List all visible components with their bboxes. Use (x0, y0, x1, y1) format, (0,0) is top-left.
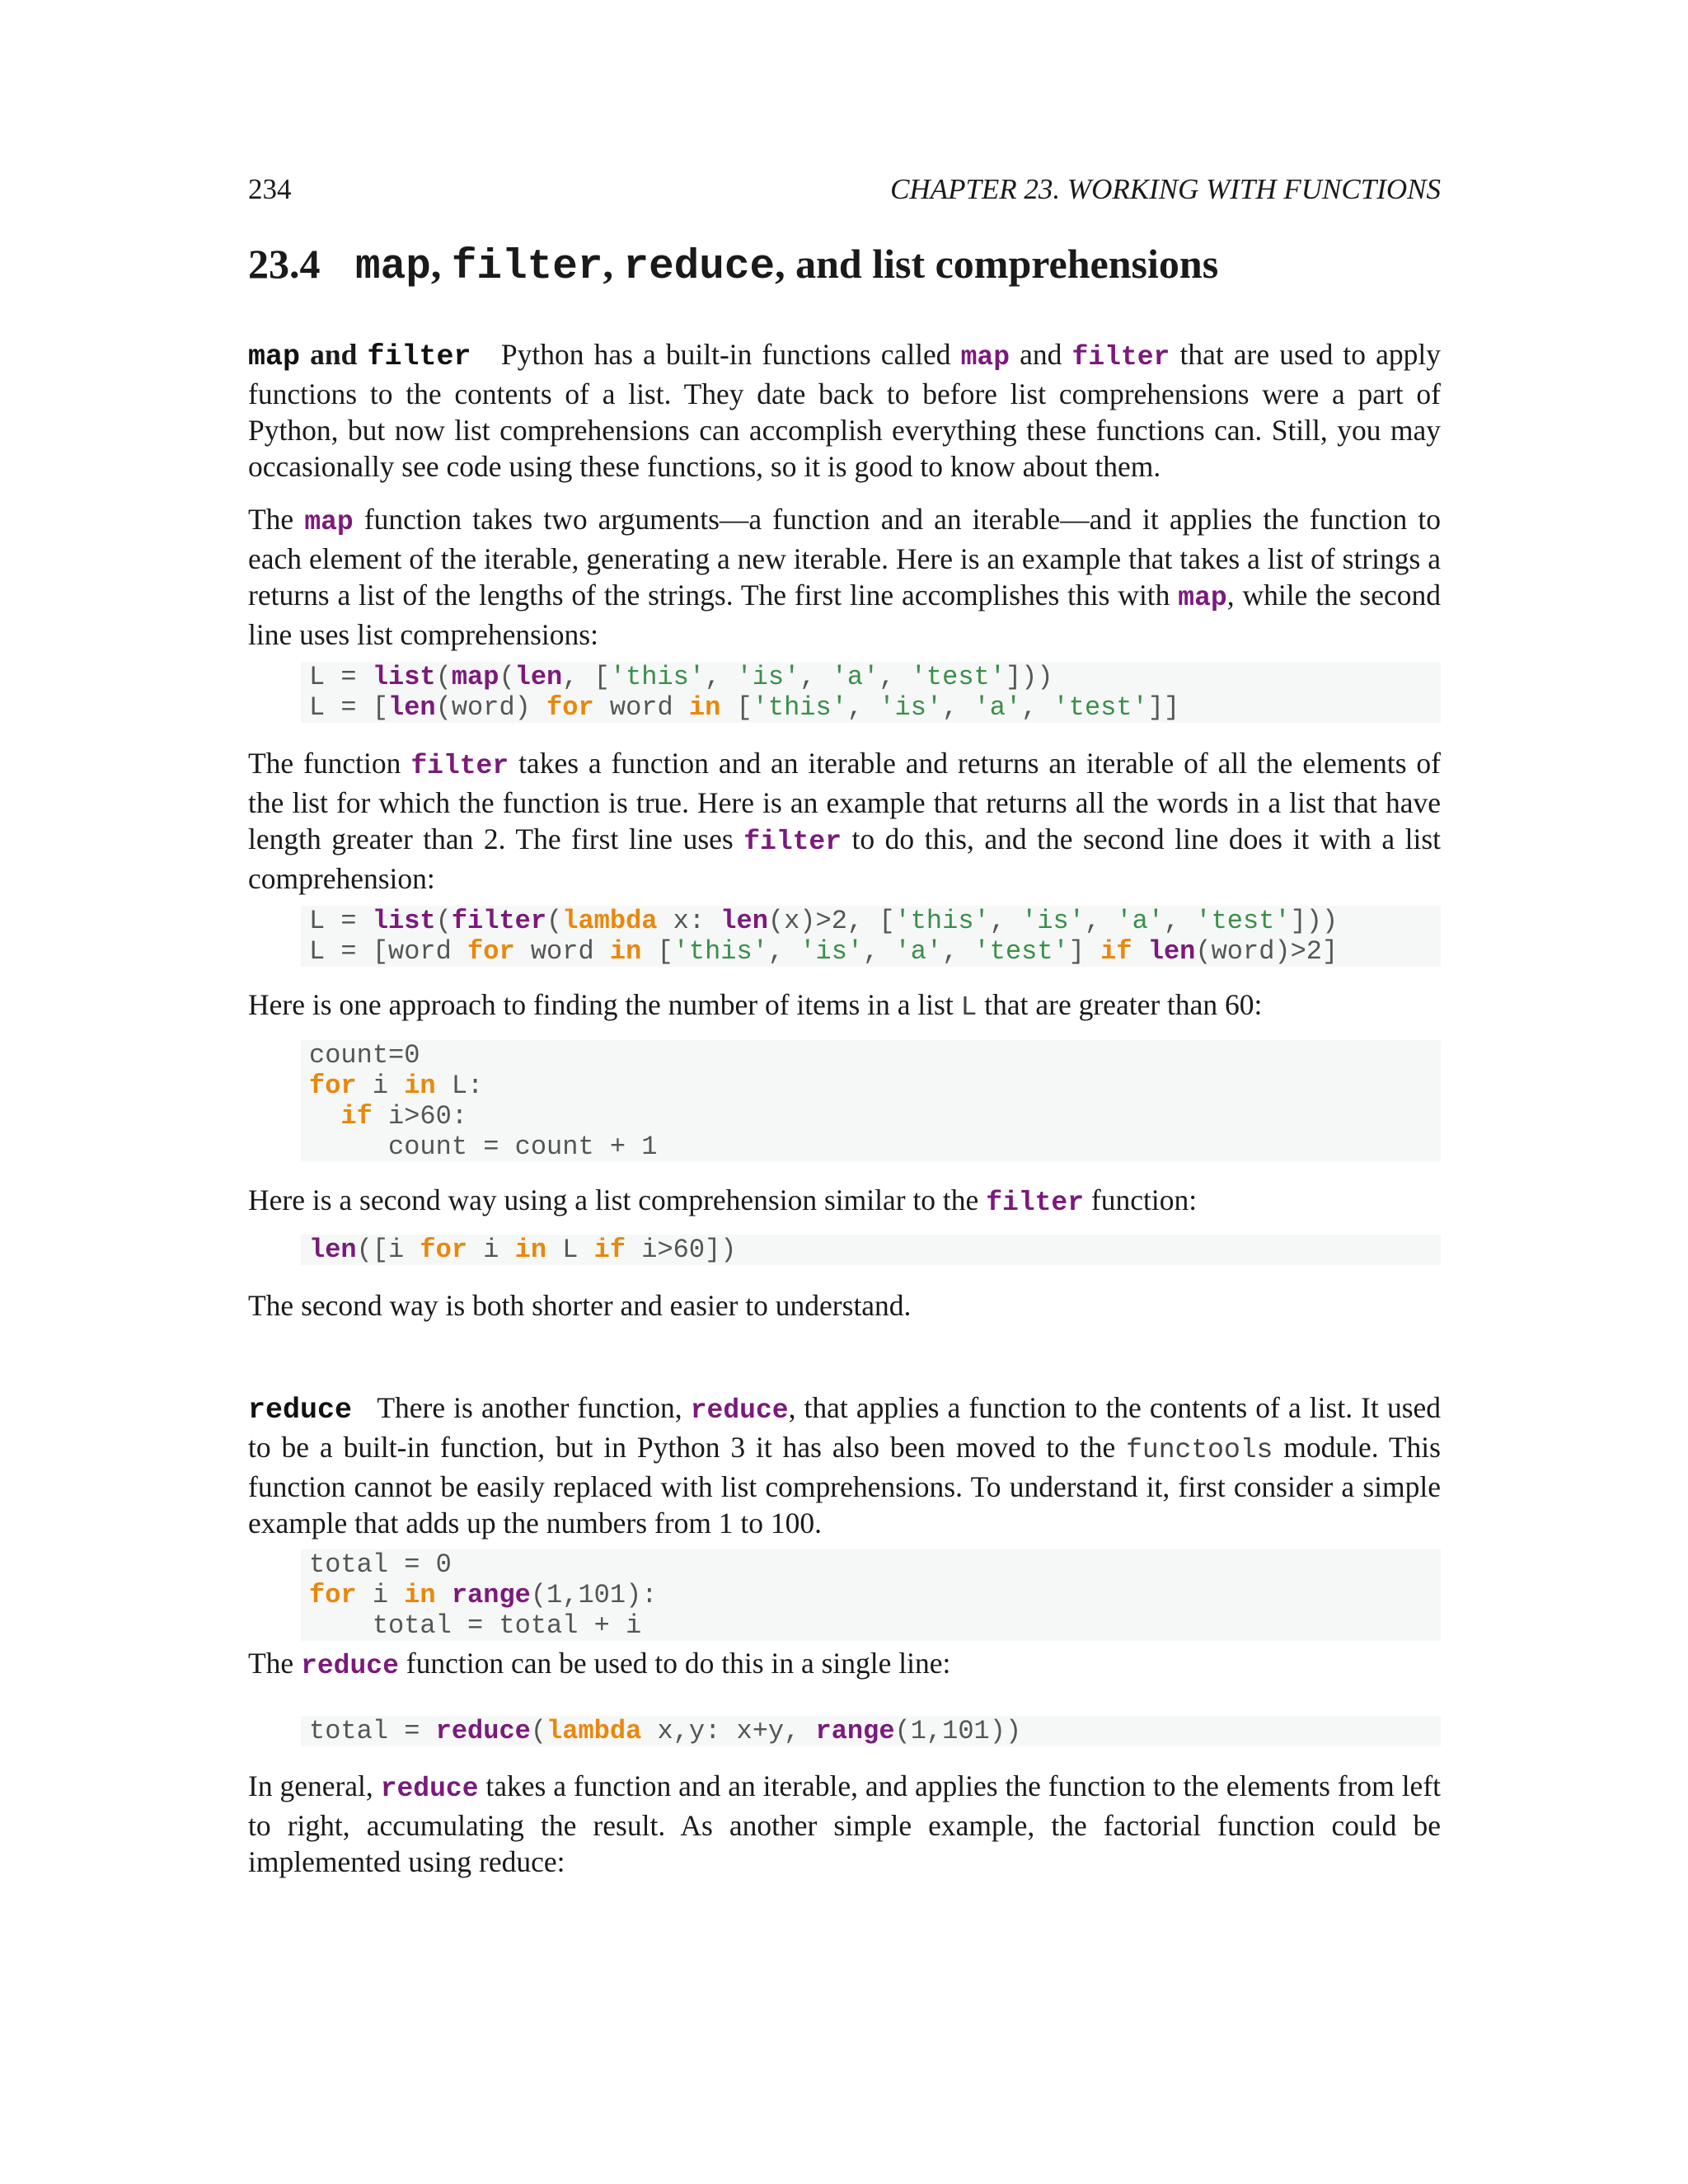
inline-keyword-filter: filter (410, 751, 509, 781)
section-title-reduce: reduce (623, 244, 776, 291)
code-text-token: ( (530, 1716, 547, 1746)
code-text-token: (x)>2, [ (767, 906, 895, 936)
paragraph-text: Here is one approach to finding the number of items in a list (248, 988, 961, 1021)
inline-keyword-reduce: reduce (301, 1651, 399, 1681)
code-text-token: L = [ (309, 692, 389, 723)
code-string-token: 'is' (879, 692, 943, 723)
code-text-token (309, 1101, 340, 1132)
code-text-token: (1,101): (530, 1580, 658, 1610)
section-title-map: map (355, 244, 431, 291)
code-function-token: filter (451, 906, 547, 936)
code-text-token: L = (309, 906, 373, 936)
inline-keyword-reduce: reduce (690, 1395, 789, 1426)
code-text-token: i (467, 1235, 515, 1265)
code-keyword-token: if (340, 1101, 373, 1132)
code-function-token: map (451, 662, 499, 692)
code-function-token: len (309, 1235, 357, 1265)
code-text-token (1132, 936, 1148, 967)
code-string-token: 'this' (609, 662, 706, 692)
inline-code-functools: functools (1126, 1435, 1273, 1465)
paragraph-text: In general, (248, 1769, 381, 1802)
code-text-token: , (846, 692, 879, 723)
code-string-token: 'test' (1053, 692, 1148, 723)
code-line (309, 1071, 1441, 1101)
code-text-token: ]] (1147, 692, 1180, 723)
code-keyword-token: for (309, 1071, 357, 1101)
code-text-token: , (1084, 906, 1117, 936)
code-line (309, 692, 1441, 723)
section-number: 23.4 (248, 241, 321, 287)
code-string-token: 'a' (973, 692, 1022, 723)
code-function-token: range (815, 1716, 895, 1746)
paragraph-filter-explained (248, 745, 1441, 897)
code-keyword-token: if (1100, 936, 1132, 967)
code-keyword-token: if (593, 1235, 626, 1265)
code-line (309, 1040, 1441, 1071)
code-string-token: 'is' (799, 936, 864, 967)
code-text-token: [ (641, 936, 673, 967)
code-function-token: reduce (435, 1716, 531, 1746)
paragraph-map-filter (248, 336, 1441, 485)
code-keyword-token: in (609, 936, 642, 967)
paragraph-text: function takes two arguments—a function and an iterable—and it applies the function to each element of the iterable, generating a new iterable. Here is an example that takes a list of strings a returns a list of the lengths of the strings. The first line accomplishes this with (248, 503, 1441, 612)
code-keyword-token: for (309, 1580, 357, 1610)
code-text-token: ( (546, 906, 563, 936)
code-block-map (301, 662, 1441, 723)
code-function-token: len (720, 906, 768, 936)
code-string-token: 'test' (910, 662, 1006, 692)
code-string-token: 'this' (894, 906, 990, 936)
code-text-token: ([i (356, 1235, 420, 1265)
code-text-token: , (942, 692, 974, 723)
paragraph-text: The (248, 1647, 302, 1680)
code-text-token: , (989, 906, 1022, 936)
inline-keyword-map: map (960, 342, 1010, 373)
code-text-token: , (767, 936, 800, 967)
code-keyword-token: in (404, 1580, 436, 1610)
code-line (309, 906, 1441, 936)
code-text-token: ] (1068, 936, 1101, 967)
paragraph-lead-map: map (248, 340, 301, 373)
code-text-token: L = [word (309, 936, 468, 967)
paragraph-text: that are greater than 60: (977, 988, 1263, 1021)
paragraph-text: There is another function, (377, 1391, 691, 1424)
code-block-total-loop (301, 1549, 1441, 1641)
paragraph-text: The (248, 503, 305, 536)
inline-keyword-map: map (1178, 583, 1227, 613)
paragraph-text: function: (1084, 1183, 1198, 1216)
code-string-token: 'a' (894, 936, 943, 967)
code-keyword-token: lambda (562, 906, 658, 936)
paragraph-second-way (248, 1182, 1441, 1221)
inline-keyword-filter: filter (743, 827, 842, 857)
code-line (309, 662, 1441, 692)
paragraph-reduce-single-line (248, 1645, 1441, 1685)
code-text-token: , (1163, 906, 1196, 936)
paragraph-text: The function (248, 747, 411, 780)
code-text-token: , (879, 662, 911, 692)
section-title-sep: , (603, 241, 624, 287)
code-keyword-token: in (514, 1235, 547, 1265)
code-string-token: 'this' (673, 936, 768, 967)
code-function-token: len (514, 662, 563, 692)
section-title-rest: , and list comprehensions (775, 241, 1219, 287)
code-text-token: , (863, 936, 895, 967)
code-text-token: L (546, 1235, 594, 1265)
code-function-token: len (388, 692, 436, 723)
code-text-token: total = (309, 1716, 436, 1746)
code-text-token: (word)>2] (1195, 936, 1339, 967)
code-keyword-token: for (420, 1235, 468, 1265)
code-block-reduce (301, 1716, 1441, 1746)
code-text-token: i>60: (372, 1101, 468, 1132)
code-text-token: (word) (435, 692, 547, 723)
code-text-token: total = total + i (309, 1610, 642, 1641)
code-text-token: x: (657, 906, 721, 936)
code-text-token: L = (309, 662, 373, 692)
code-text-token: , [ (562, 662, 610, 692)
code-text-token: L: (435, 1071, 484, 1101)
paragraph-reduce-intro (248, 1390, 1441, 1541)
code-line (309, 1132, 1441, 1162)
paragraph-text: function can be used to do this in a single line: (398, 1647, 951, 1680)
paragraph-text: Here is a second way using a list comprehension similar to the (248, 1183, 987, 1216)
code-block-filter (301, 906, 1441, 967)
code-text-token: word (514, 936, 610, 967)
code-keyword-token: for (546, 692, 594, 723)
page-number: 234 (248, 173, 292, 205)
running-header (248, 169, 1441, 210)
paragraph-lead-reduce: reduce (248, 1394, 353, 1427)
code-text-token: , (1021, 692, 1053, 723)
paragraph-lead-filter: filter (367, 340, 471, 373)
code-text-token: i (356, 1071, 405, 1101)
code-keyword-token: in (688, 692, 721, 723)
code-line (309, 1549, 1441, 1580)
code-string-token: 'test' (973, 936, 1069, 967)
code-keyword-token: in (404, 1071, 436, 1101)
code-text-token: total = 0 (309, 1549, 452, 1580)
code-line (309, 1101, 1441, 1132)
code-text-token: , (799, 662, 832, 692)
paragraph-text: , that applies a function to the contents of a list. It used to be a built-in function, but in Python 3 it has also been moved to the (248, 1391, 1442, 1464)
code-text-token: ( (499, 662, 515, 692)
code-string-token: 'this' (752, 692, 847, 723)
code-block-count-loop (301, 1040, 1441, 1162)
code-line (309, 1580, 1441, 1610)
code-function-token: range (451, 1580, 531, 1610)
paragraph-map-explained (248, 501, 1441, 653)
paragraph-text: , while the second line uses list comprehensions: (248, 579, 1442, 651)
code-text-token (436, 1580, 452, 1610)
code-function-token: list (372, 906, 436, 936)
code-text-token: [ (720, 692, 753, 723)
paragraph-comparison: The second way is both shorter and easier to understand. (248, 1289, 912, 1322)
code-text-token: i (356, 1580, 405, 1610)
code-text-token: ])) (1005, 662, 1053, 692)
code-text-token: count = count + 1 (309, 1132, 658, 1162)
code-text-token: , (942, 936, 974, 967)
code-text-token: x,y: x+y, (641, 1716, 816, 1746)
section-heading (248, 235, 1441, 297)
code-text-token: ( (435, 662, 452, 692)
code-line (309, 936, 1441, 967)
code-keyword-token: lambda (546, 1716, 642, 1746)
code-text-token: , (705, 662, 737, 692)
paragraph-text: Python has a built-in functions called (500, 338, 961, 371)
inline-keyword-reduce: reduce (380, 1774, 479, 1804)
inline-keyword-filter: filter (1071, 342, 1170, 373)
code-text-token: count=0 (309, 1040, 420, 1071)
code-string-token: 'a' (1116, 906, 1164, 936)
code-keyword-token: for (467, 936, 515, 967)
code-function-token: len (1147, 936, 1196, 967)
code-text-token: i>60]) (626, 1235, 737, 1265)
code-text-token: word (593, 692, 689, 723)
paragraph-text: takes a function and an iterable, and applies the function to the elements from left to right, accumulating the result. As another simple example, the factorial function could be implemented using reduce: (248, 1769, 1441, 1878)
code-block-len-comprehension (301, 1235, 1441, 1265)
paragraph-text: to do this, and the second line does it with a list comprehension: (248, 823, 1441, 895)
paragraph-text: and (1010, 338, 1072, 371)
paragraph-reduce-general (248, 1768, 1441, 1880)
section-title-filter: filter (451, 244, 603, 291)
code-function-token: list (372, 662, 436, 692)
section-title-sep: , (430, 241, 452, 287)
code-string-token: 'a' (831, 662, 879, 692)
inline-code-L: L (960, 992, 978, 1023)
code-text-token: ])) (1290, 906, 1339, 936)
paragraph-text: that are used to apply functions to the contents of a list. They date back to before list comprehensions were a part of Python, but now list comprehensions can accomplish everything these functions can. Still, you may occasionally see code using these functions, so it is good to know about them. (248, 338, 1442, 483)
chapter-title: CHAPTER 23. WORKING WITH FUNCTIONS (890, 173, 1441, 205)
paragraph-count-approach (248, 987, 1441, 1026)
code-text-token: (1,101)) (894, 1716, 1022, 1746)
paragraph-lead-and: and (300, 338, 368, 371)
paragraph-text: takes a function and an iterable and returns an iterable of all the elements of the list for which the function is true. Here is an example that returns all the words in a list that have length greater than 2. The first line uses (248, 747, 1441, 855)
inline-keyword-map: map (304, 507, 354, 537)
code-line (309, 1235, 1441, 1265)
inline-keyword-filter: filter (986, 1188, 1085, 1218)
paragraph-text: module. This function cannot be easily replaced with list comprehensions. To understand it, first consider a simple example that adds up the numbers from 1 to 100. (248, 1431, 1441, 1540)
code-line (309, 1610, 1441, 1641)
code-text-token: ( (435, 906, 452, 936)
code-string-token: 'is' (1021, 906, 1085, 936)
code-string-token: 'test' (1195, 906, 1291, 936)
code-string-token: 'is' (736, 662, 800, 692)
code-line (309, 1716, 1441, 1746)
